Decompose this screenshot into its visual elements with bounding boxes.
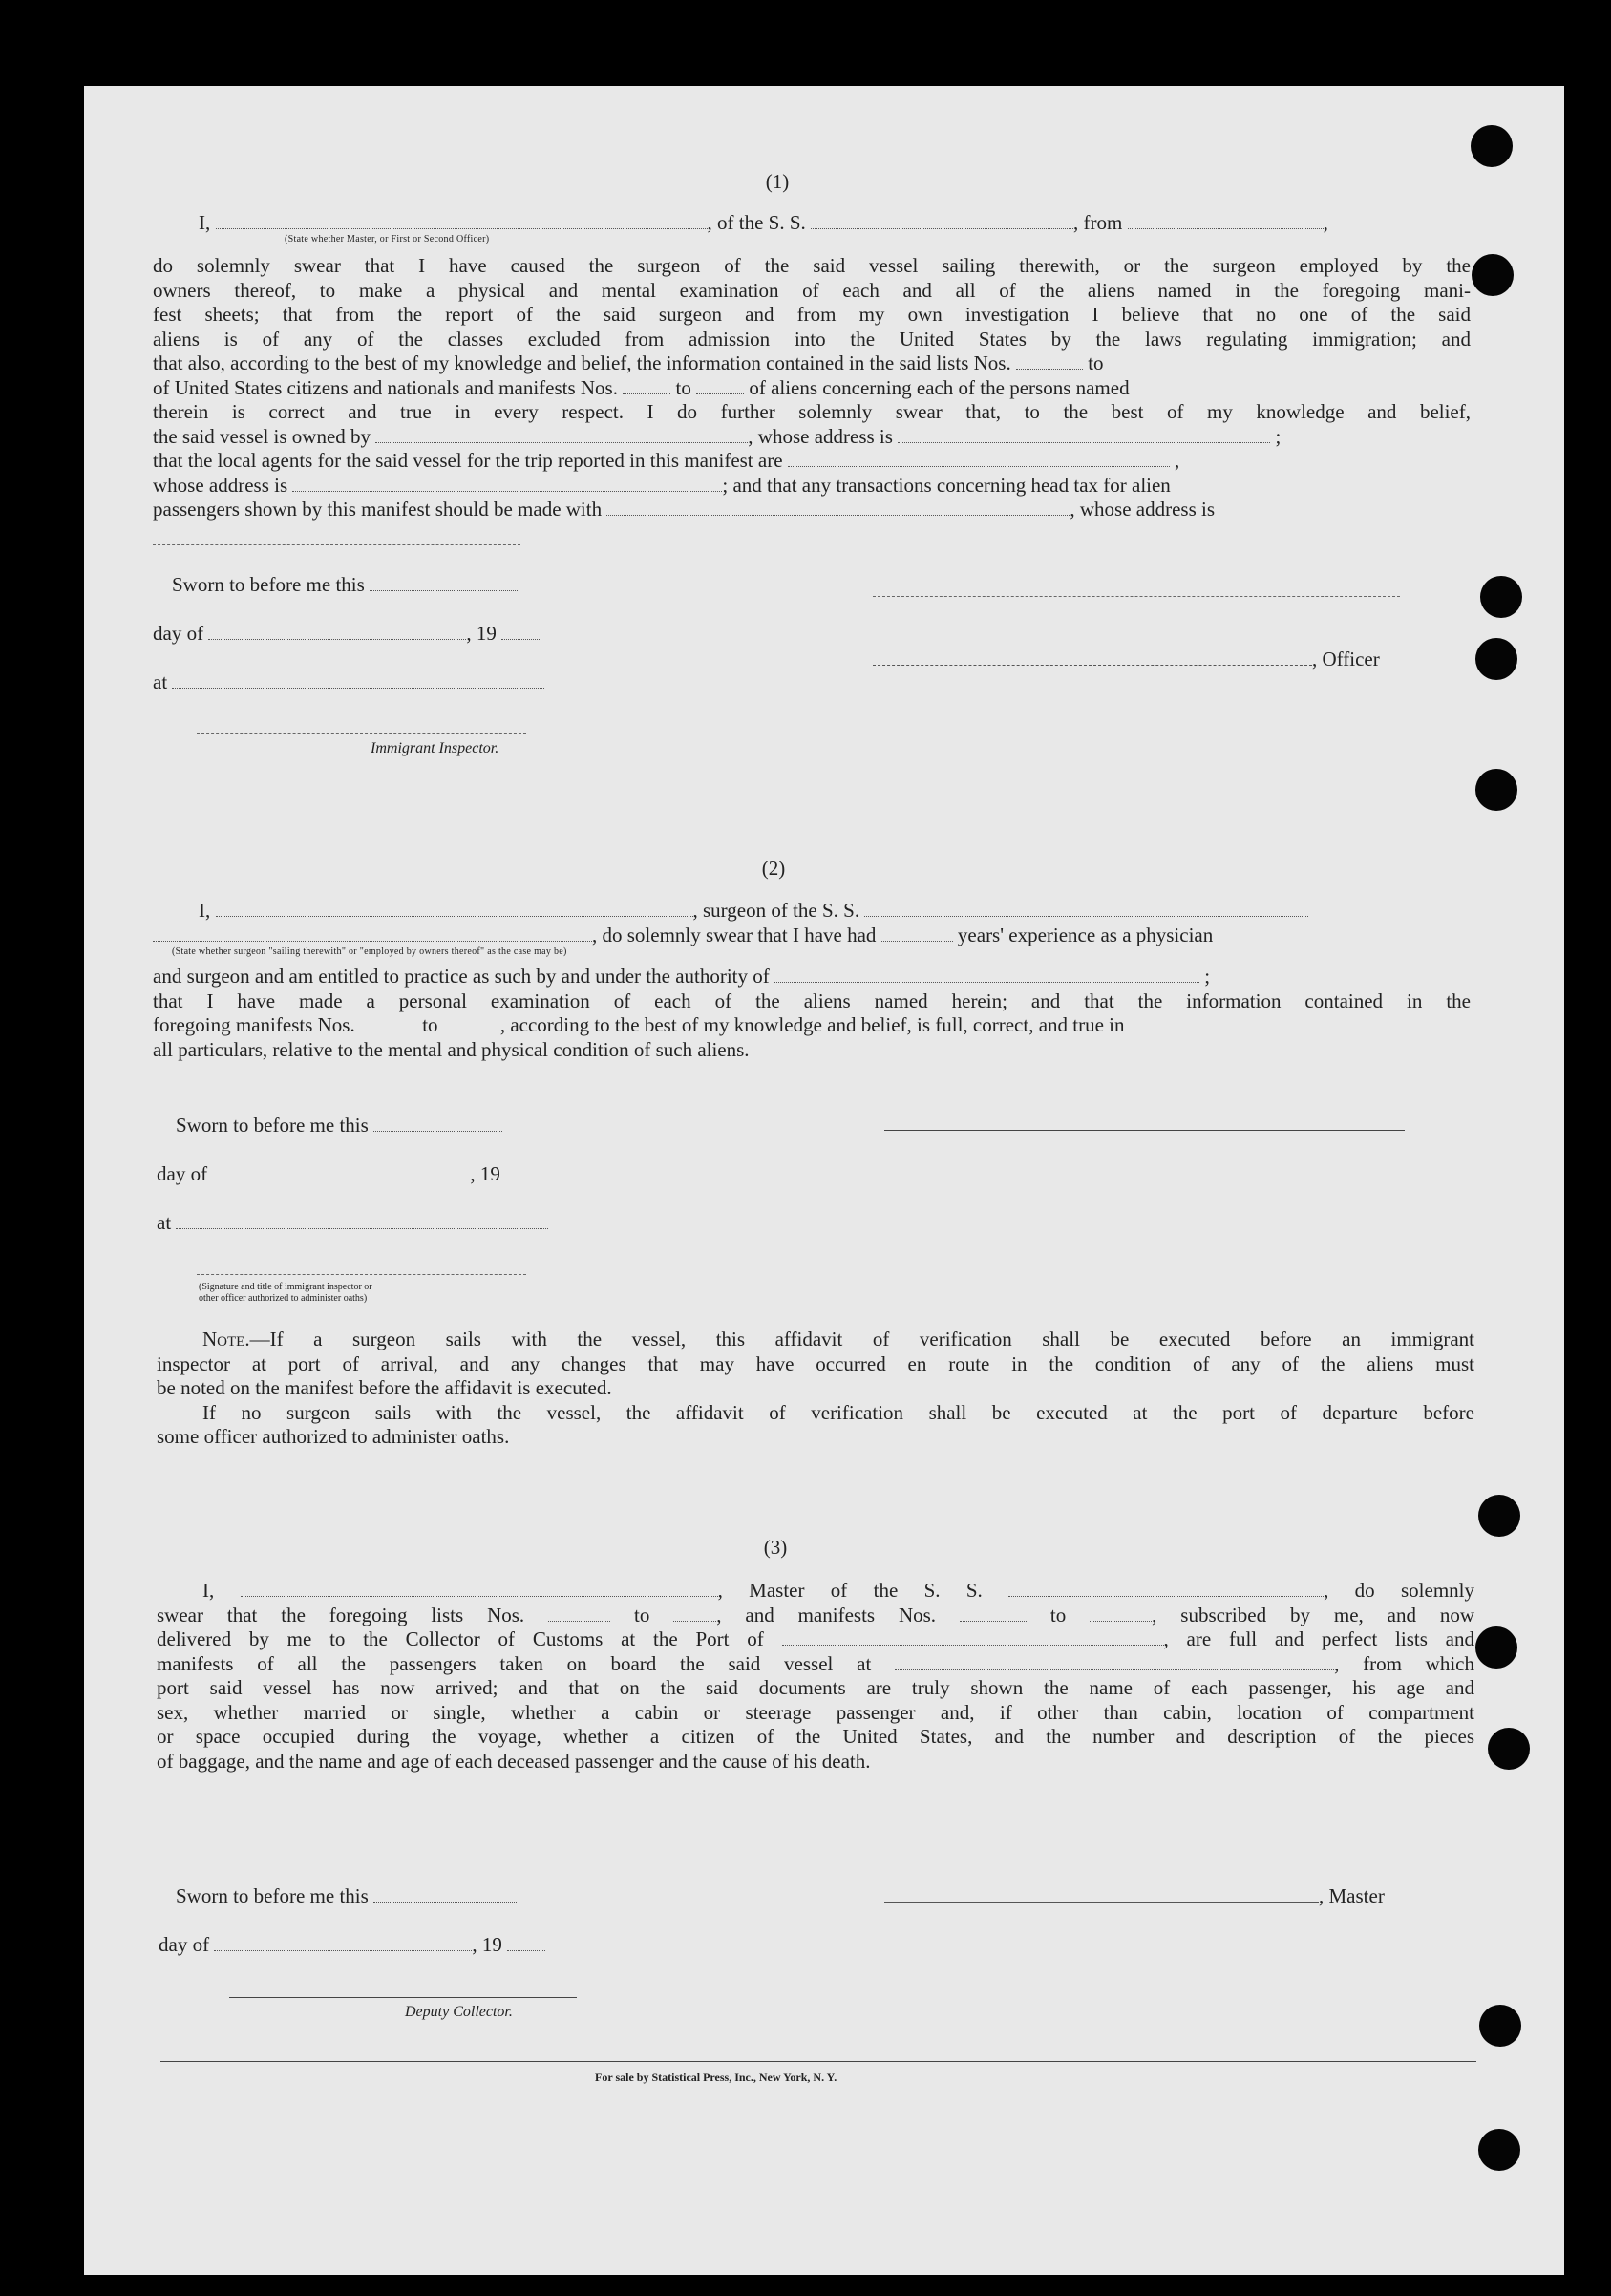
continuation-line: [153, 544, 520, 545]
ship-name-field[interactable]: [811, 211, 1073, 229]
master-line: [884, 1884, 1438, 1908]
day-of-label: day of: [159, 1933, 210, 1956]
note-block: [157, 1328, 1474, 1450]
sworn-line-2: [176, 1114, 502, 1137]
body-row: [153, 425, 1471, 450]
section-2-line-1: [199, 899, 1484, 923]
text: , are full and perfect lists and: [1163, 1627, 1474, 1650]
text: ; and that any transactions concerning head tax for alien: [722, 473, 1171, 497]
punch-hole-icon: [1479, 2005, 1521, 2047]
at-field-2[interactable]: [176, 1211, 548, 1229]
section-2-body: [153, 965, 1471, 1062]
day-of-field[interactable]: [208, 622, 466, 640]
text: , whose address is: [748, 424, 893, 448]
note-row: inspector at port of arrival, and any changes that may have occurred en route in the condition of any of the aliens must: [157, 1351, 1474, 1375]
at-field[interactable]: [172, 670, 544, 689]
body-row: or space occupied during the voyage, whether a citizen of the United States, and the number and description of the pieces: [157, 1725, 1474, 1748]
day-of-label: day of: [157, 1162, 208, 1185]
text: years' experience as a physician: [957, 924, 1214, 946]
text: , subscribed by me, and now: [1152, 1603, 1475, 1626]
body-row: that I have made a personal examination of each of the aliens named herein; and that the information contained in the: [153, 989, 1471, 1012]
sworn-date-field-2[interactable]: [373, 1114, 502, 1132]
deputy-collector-label: Deputy Collector.: [405, 2004, 513, 2020]
section-1-line-1: [199, 211, 1484, 235]
caption-line: (Signature and title of immigrant inspector or: [199, 1282, 372, 1292]
text: of United States citizens and nationals and manifests Nos.: [153, 375, 618, 399]
note-row: If no surgeon sails with the vessel, the affidavit of verification shall be executed at the port of departure before: [202, 1400, 1474, 1424]
text: foregoing manifests Nos.: [153, 1013, 355, 1036]
section-1-number: (1): [765, 170, 790, 193]
sworn-label: Sworn to before me this: [172, 573, 365, 596]
inspector-signature-line[interactable]: [197, 733, 526, 734]
section-1-body: [153, 254, 1471, 522]
immigrant-inspector-label: Immigrant Inspector.: [371, 740, 499, 756]
text: passengers shown by this manifest should be made with: [153, 498, 603, 521]
surgeon-caption: (State whether surgeon "sailing therewith" or "employed by owners thereof" as the case may be): [172, 946, 567, 957]
of-ss-label: , of the S. S.: [707, 211, 806, 234]
text: the said vessel is owned by: [153, 424, 371, 448]
text: that the local agents for the said vessel for the trip reported in this manifest are: [153, 449, 783, 472]
text: ;: [1204, 965, 1211, 988]
day-of-field-2[interactable]: [212, 1162, 470, 1180]
body-row: aliens is of any of the classes excluded from admission into the United States by the laws regulating immigration; and: [153, 327, 1471, 351]
footer-rule: [160, 2061, 1476, 2062]
lists-from-field[interactable]: [1016, 351, 1083, 370]
officer-name-field[interactable]: [216, 211, 708, 229]
body-row: owners thereof, to make a physical and mental examination of each and all of the aliens named in the foregoing mani-: [153, 278, 1471, 302]
officer-signature-field[interactable]: [873, 648, 1312, 666]
text: , whose address is: [1070, 498, 1216, 521]
section-2-number: (2): [761, 857, 786, 880]
body-row: all particulars, relative to the mental and physical condition of such aliens.: [153, 1037, 750, 1061]
body-row: [153, 474, 1471, 499]
body-row: do solemnly swear that I have caused the surgeon of the said vessel sailing therewith, or the surgeon employed by the: [153, 254, 1471, 277]
punch-hole-icon: [1475, 638, 1517, 680]
year-label: , 19: [470, 1162, 500, 1185]
ship-name-field-3[interactable]: [1008, 1579, 1324, 1597]
body-row: [157, 1604, 1474, 1628]
text: ;: [1275, 424, 1282, 448]
note-row: be noted on the manifest before the affidavit is executed.: [157, 1376, 612, 1399]
year-label: , 19: [466, 622, 497, 645]
body-row: therein is correct and true in every respect. I do further solemnly swear that, to the best of my knowledge and belief,: [153, 400, 1471, 423]
officer-line: [873, 648, 1425, 671]
body-row: [153, 965, 1471, 989]
lists-from-field-3[interactable]: [548, 1604, 610, 1622]
punch-hole-icon: [1478, 2129, 1520, 2171]
master-label: , Master: [1319, 1884, 1385, 1907]
body-row: [157, 1579, 1474, 1604]
punch-hole-icon: [1488, 1728, 1530, 1770]
to-label: to: [633, 1603, 650, 1626]
comma: ,: [1323, 211, 1328, 234]
text: , do solemnly: [1324, 1579, 1475, 1602]
agents-address-field[interactable]: [292, 474, 722, 492]
from-port-field[interactable]: [1128, 211, 1324, 229]
to-label: to: [1088, 351, 1104, 374]
day-of-field-3[interactable]: [214, 1933, 472, 1951]
form-page: [84, 86, 1564, 2275]
body-row: port said vessel has now arrived; and that on the said documents are truly shown the name of each passenger, his age and: [157, 1676, 1474, 1699]
body-row: [153, 1013, 1471, 1038]
at-line-1: [153, 670, 544, 694]
manifests-from-field-3[interactable]: [960, 1604, 1027, 1622]
caption-line: other officer authorized to administer oaths): [199, 1293, 368, 1304]
year-label: , 19: [472, 1933, 502, 1956]
text: —If a surgeon sails with the vessel, this affidavit of verification shall be executed before an immigrant: [249, 1328, 1474, 1350]
manifests-from-field[interactable]: [360, 1013, 417, 1031]
to-label: to: [675, 375, 691, 399]
punch-hole-icon: [1471, 125, 1513, 167]
surgeon-status-field[interactable]: [153, 924, 592, 942]
pronoun-label: I,: [199, 211, 211, 234]
section-3-body: [157, 1579, 1474, 1774]
body-row: fest sheets; that from the report of the said surgeon and from my own investigation I believe that no one of the said: [153, 303, 1471, 326]
text: swear that the foregoing lists Nos.: [157, 1603, 525, 1626]
section-3-number: (3): [763, 1536, 788, 1559]
body-row: [153, 351, 1471, 376]
at-label: at: [153, 670, 168, 693]
text: , from which: [1334, 1651, 1475, 1675]
text: , and manifests Nos.: [716, 1603, 937, 1626]
sworn-label: Sworn to before me this: [176, 1884, 369, 1907]
pronoun-label: I,: [199, 899, 211, 922]
surgeon-signature-line[interactable]: [884, 1130, 1405, 1131]
section-2-line-2: [153, 924, 1471, 947]
lists-to-field-3[interactable]: [673, 1604, 716, 1622]
sworn-line-1: [172, 573, 518, 597]
authority-field[interactable]: [774, 965, 1199, 983]
note-row: [157, 1328, 1474, 1352]
from-label: , from: [1073, 211, 1123, 234]
footer-text: For sale by Statistical Press, Inc., New York, N. Y.: [595, 2071, 837, 2084]
surgeon-name-field[interactable]: [216, 899, 693, 917]
text: of aliens concerning each of the persons named: [749, 375, 1130, 399]
collector-signature-line[interactable]: [229, 1997, 577, 1998]
manifests-to-field[interactable]: [443, 1013, 500, 1031]
at-line-2: [157, 1211, 548, 1235]
sworn-date-field[interactable]: [370, 573, 518, 591]
note-row: some officer authorized to administer oaths.: [157, 1425, 510, 1448]
text: ,: [1175, 449, 1180, 472]
owner-address-field[interactable]: [898, 425, 1270, 443]
surgeon-of-label: , surgeon of the S. S.: [692, 899, 860, 922]
body-row: [153, 498, 1471, 522]
sworn-label: Sworn to before me this: [176, 1114, 369, 1137]
owner-field[interactable]: [375, 425, 748, 443]
note-label: Note.: [202, 1328, 250, 1350]
text: delivered by me to the Collector of Customs at the Port of: [157, 1627, 764, 1650]
head-tax-field[interactable]: [606, 498, 1070, 516]
day-of-line-2: [157, 1162, 543, 1186]
officer-label: , Officer: [1312, 648, 1380, 670]
to-label: to: [422, 1013, 438, 1036]
punch-hole-icon: [1475, 769, 1517, 811]
body-row: of baggage, and the name and age of each deceased passenger and the cause of his death.: [157, 1749, 871, 1773]
text: that also, according to the best of my knowledge and belief, the information contained in the said lists Nos.: [153, 351, 1011, 374]
signature-caption: [199, 1282, 372, 1305]
inspector-signature-line-2[interactable]: [197, 1274, 526, 1275]
at-label: at: [157, 1211, 172, 1234]
text: , Master of the S. S.: [717, 1579, 983, 1602]
day-of-line-3: [159, 1933, 545, 1957]
sworn-date-field-3[interactable]: [373, 1884, 517, 1903]
text: and surgeon and am entitled to practice as such by and under the authority of: [153, 965, 770, 988]
text: whose address is: [153, 473, 288, 497]
text: , do solemnly swear that I have had: [592, 924, 877, 946]
year-field[interactable]: [501, 622, 540, 640]
manifest-to-field[interactable]: [696, 376, 744, 394]
departure-port-field[interactable]: [895, 1652, 1334, 1670]
text: manifests of all the passengers taken on board the said vessel at: [157, 1651, 872, 1675]
agents-field[interactable]: [788, 449, 1170, 467]
pronoun-label: I,: [202, 1579, 215, 1602]
body-row: [153, 376, 1471, 401]
day-of-line-1: [153, 622, 540, 646]
body-row: [157, 1627, 1474, 1652]
day-of-label: day of: [153, 622, 204, 645]
year-field-3[interactable]: [507, 1933, 545, 1951]
punch-hole-icon: [1472, 254, 1514, 296]
body-row: sex, whether married or single, whether a cabin or steerage passenger and, if other than cabin, location of compartment: [157, 1700, 1474, 1724]
ship-name-field-2[interactable]: [864, 899, 1308, 917]
master-signature-field[interactable]: [884, 1884, 1319, 1903]
manifests-to-field-3[interactable]: [1090, 1604, 1152, 1622]
manifest-from-field[interactable]: [623, 376, 670, 394]
body-row: [157, 1652, 1474, 1677]
sworn-line-3: [176, 1884, 517, 1908]
signature-line-upper[interactable]: [873, 596, 1400, 597]
officer-caption: (State whether Master, or First or Second Officer): [285, 234, 490, 244]
punch-hole-icon: [1475, 1626, 1517, 1669]
body-row: [153, 449, 1471, 474]
punch-hole-icon: [1480, 576, 1522, 618]
port-field[interactable]: [782, 1627, 1164, 1646]
master-name-field[interactable]: [241, 1579, 718, 1597]
to-label: to: [1049, 1603, 1067, 1626]
years-field[interactable]: [881, 924, 953, 942]
punch-hole-icon: [1478, 1495, 1520, 1537]
year-field-2[interactable]: [505, 1162, 543, 1180]
text: , according to the best of my knowledge and belief, is full, correct, and true in: [499, 1013, 1125, 1036]
